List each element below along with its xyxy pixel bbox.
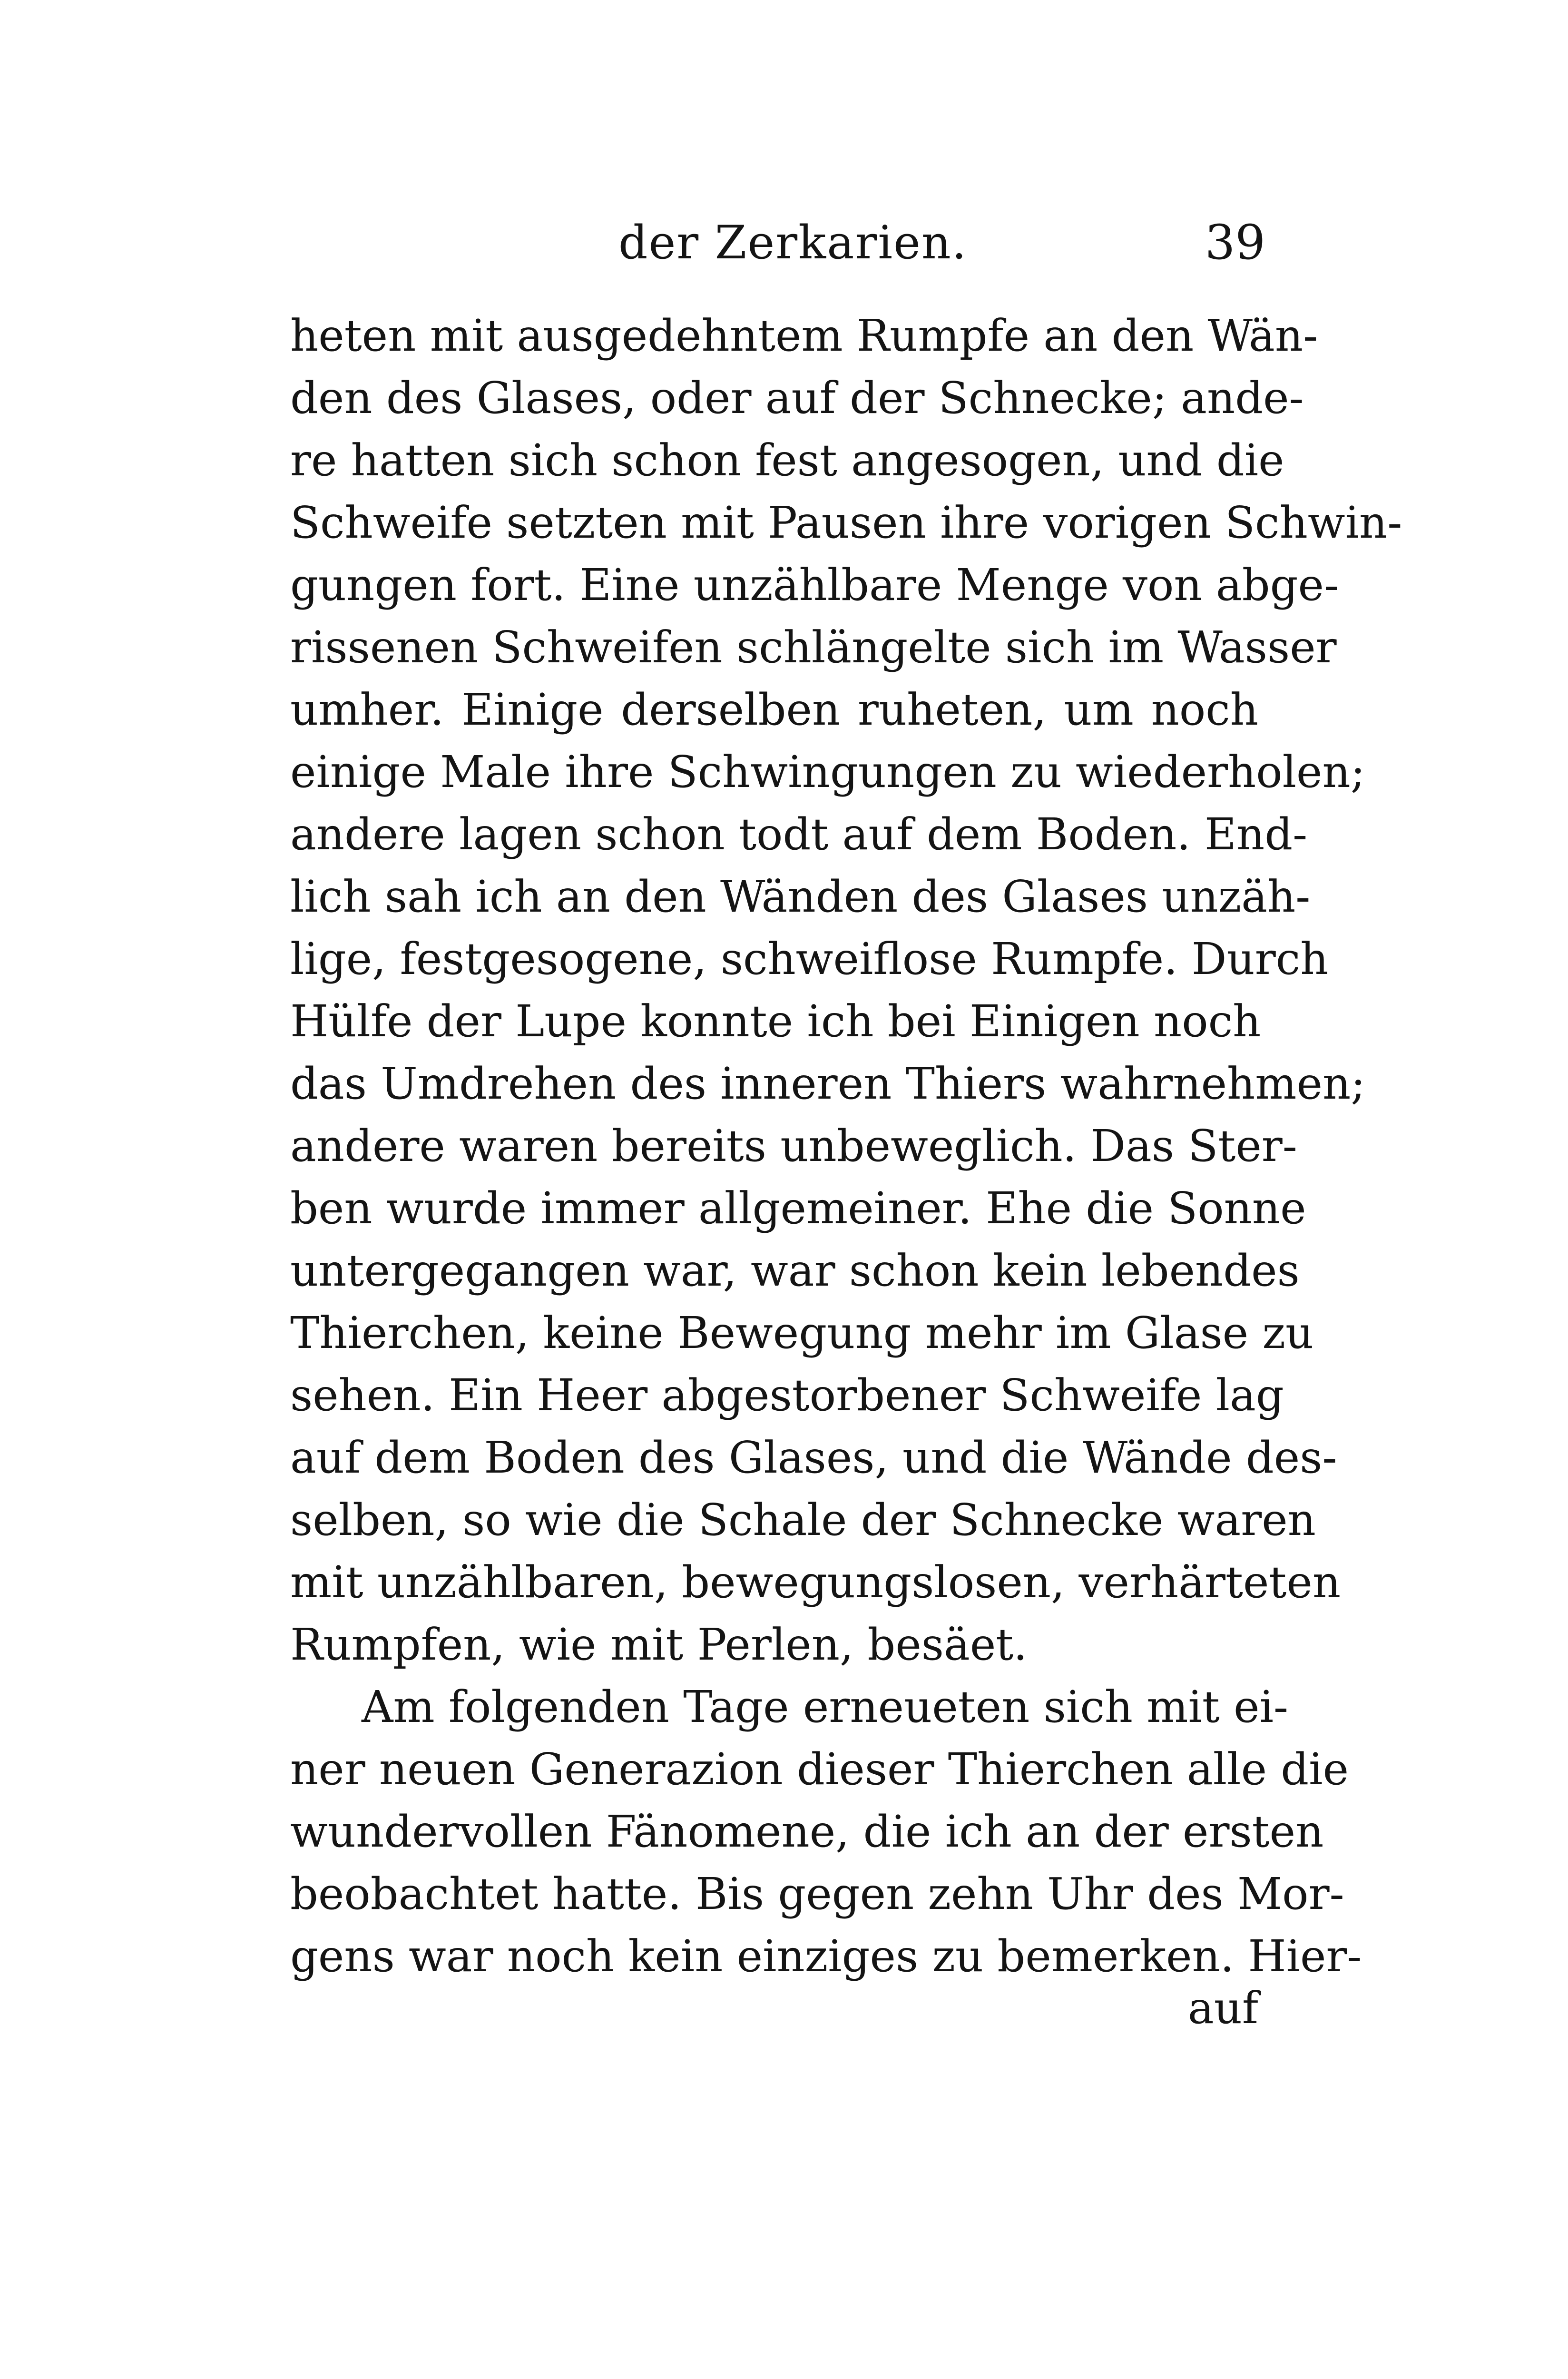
text-line: ben wurde immer allgemeiner. Ehe die Sonne (290, 1183, 1306, 1234)
running-head: der Zerkarien. (618, 216, 968, 269)
text-line: Thierchen, keine Bewegung mehr im Glase zu (290, 1307, 1314, 1358)
text-line: Schweife setzten mit Pausen ihre vorigen Schwin- (290, 497, 1402, 548)
text-line: lige, festgesogene, schweiflose Rumpfe. Durch (290, 934, 1329, 984)
text-line: das Umdrehen des inneren Thiers wahrnehmen; (290, 1058, 1366, 1109)
text-line: wundervollen Fänomene, die ich an der ersten (290, 1806, 1324, 1857)
text-line: andere waren bereits unbeweglich. Das Ster- (290, 1121, 1297, 1171)
text-line: gungen fort. Eine unzählbare Menge von abge- (290, 560, 1339, 610)
text-line: lich sah ich an den Wänden des Glases unzäh- (290, 871, 1311, 922)
paragraph (290, 305, 1402, 1676)
text-line: gens war noch kein einziges zu bemerken. Hier- (290, 1931, 1362, 1982)
text-line: Am folgenden Tage erneueten sich mit ei- (362, 1681, 1289, 1732)
text-line: den des Glases, oder auf der Schnecke; ande- (290, 373, 1304, 423)
text-line: mit unzählbaren, bewegungslosen, verhärteten (290, 1557, 1341, 1608)
body-text (290, 305, 1402, 1987)
text-line: re hatten sich schon fest angesogen, und die (290, 435, 1284, 486)
text-line: beobachtet hatte. Bis gegen zehn Uhr des Mor- (290, 1868, 1344, 1919)
text-line: sehen. Ein Heer abgestorbener Schweife lag (290, 1370, 1284, 1421)
text-line: rissenen Schweifen schlängelte sich im Wasser (290, 622, 1337, 673)
text-line: selben, so wie die Schale der Schnecke waren (290, 1494, 1316, 1545)
text-line: andere lagen schon todt auf dem Boden. End- (290, 809, 1308, 860)
text-line: einige Male ihre Schwingungen zu wiederholen; (290, 747, 1365, 797)
text-line: Rumpfen, wie mit Perlen, besäet. (290, 1619, 1028, 1670)
page-number: 39 (1205, 215, 1265, 270)
text-line: ner neuen Generazion dieser Thierchen alle die (290, 1744, 1349, 1795)
text-line: umher. Einige derselben ruheten, um noch (290, 684, 1258, 735)
text-line: Hülfe der Lupe konnte ich bei Einigen noch (290, 996, 1261, 1047)
text-line: heten mit ausgedehntem Rumpfe an den Wän- (290, 310, 1318, 361)
text-line: untergegangen war, war schon kein lebendes (290, 1245, 1300, 1296)
catchword: auf (1187, 1983, 1258, 2034)
paragraph (290, 1676, 1362, 1987)
page-header (609, 209, 1265, 276)
text-line: auf dem Boden des Glases, und die Wände des- (290, 1432, 1337, 1483)
